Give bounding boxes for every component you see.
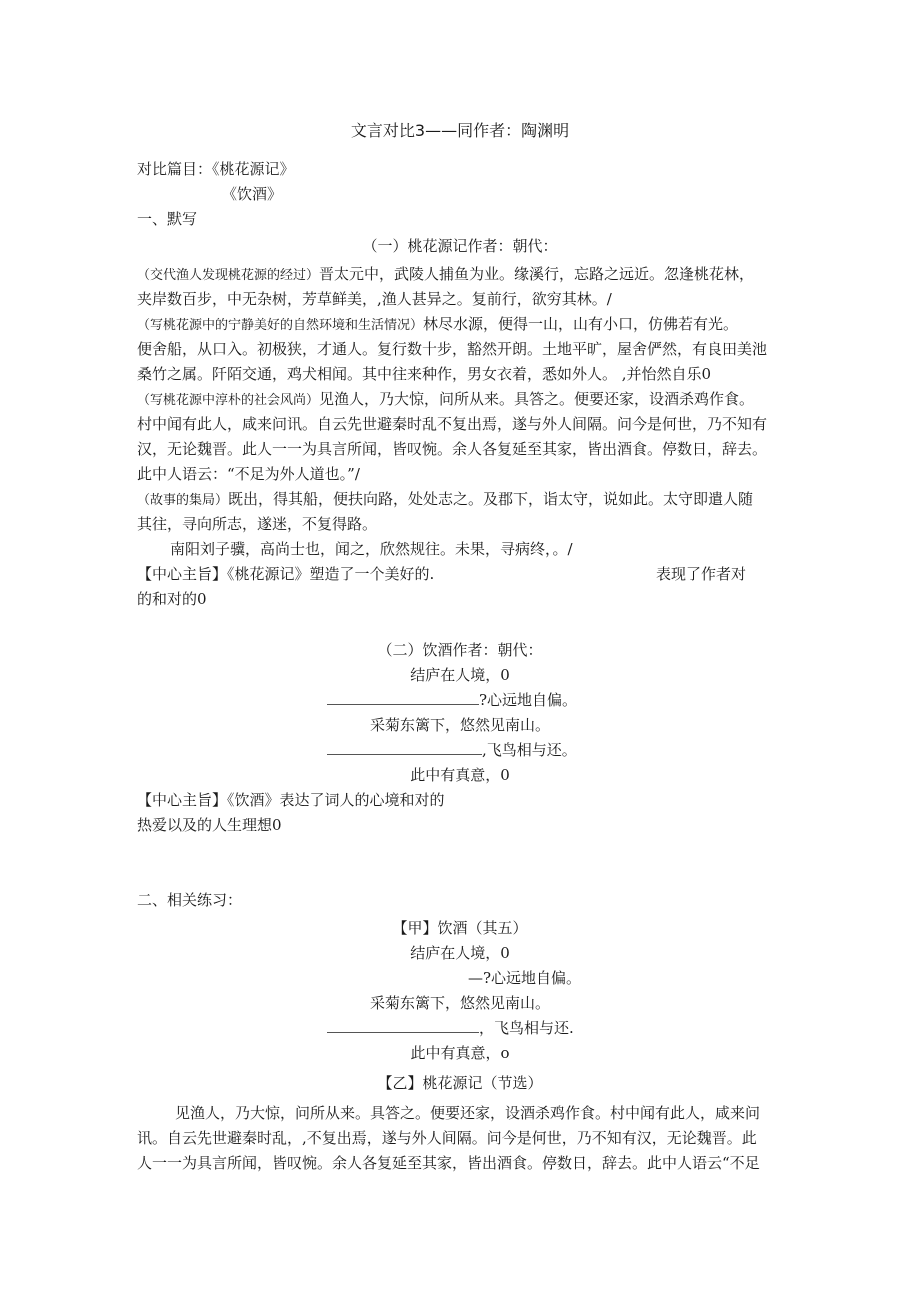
passage1-line-4: 便舍船，从口入。初极狭，才通人。复行数十步，豁然开朗。土地平旷，屋舍俨然，有良田美池: [137, 340, 768, 358]
passage1-line-2: 夹岸数百步，中无杂树，芳草鲜美，,渔人甚异之。复前行，欲穷其林。/: [137, 290, 612, 308]
jia-line-5: 此中有真意，o: [410, 1044, 510, 1062]
passage1-line-9: 此中人语云：“不足为外人道也。”/: [137, 465, 360, 483]
passage1-line-3: [137, 314, 738, 336]
jia-heading: 【甲】饮酒（其五）: [392, 919, 528, 937]
passage1-line-11: 其往，寻向所志，遂迷，不复得路。: [137, 515, 378, 533]
poem-text: ，飞鸟相与还.: [479, 1019, 574, 1037]
theme-1-line-1-end: 表现了作者对: [656, 565, 747, 583]
passage2-heading: （二）饮酒作者：朝代：: [377, 641, 543, 659]
section-heading-2: 二、相关练习：: [137, 891, 243, 909]
passage1-line-6: [137, 389, 754, 411]
yi-line-1: 见渔人，乃大惊，问所从来。具答之。便要还家，设酒杀鸡作食。村中闻有此人，咸来问: [175, 1104, 761, 1122]
theme-1-line-2: 的和对的0: [137, 590, 207, 608]
compare-item-2: 《饮酒》: [222, 185, 283, 203]
page-title: 文言对比3——同作者：陶渊明: [350, 121, 570, 140]
passage-text: 既出，得其船，便扶向路，处处志之。及郡下，诣太守，说如此。太守即遣人随: [228, 490, 754, 508]
answer-blank[interactable]: [327, 690, 479, 705]
section-heading-1: 一、默写: [137, 210, 198, 228]
passage-text: 晋太元中，武陵人捕鱼为业。缘溪行，忘路之远近。忽逢桃花林，: [319, 265, 755, 283]
annotation-note: （交代渔人发现桃花源的经过）: [137, 268, 320, 283]
passage1-heading: （一）桃花源记作者：朝代：: [362, 237, 558, 255]
annotation-note: （写桃花源中的宁静美好的自然环境和生活情况）: [137, 318, 424, 333]
jia-line-4: [327, 1018, 574, 1038]
yi-line-3: 人一一为具言所闻，皆叹惋。余人各复延至其家，皆出酒食。停数日，辞去。此中人语云“不足: [137, 1154, 760, 1172]
yi-heading: 【乙】桃花源记（节选）: [377, 1074, 543, 1092]
theme-2-line-2: 热爱以及的人生理想0: [137, 816, 282, 834]
passage1-line-7: 村中闻有此人，咸来问讯。自云先世避秦时乱不复出焉，遂与外人间隔。问今是何世，乃不知有: [137, 415, 768, 433]
poem-line-2: [327, 690, 577, 710]
answer-blank[interactable]: [327, 1018, 479, 1033]
poem-line-1: 结庐在人境，0: [410, 666, 510, 684]
poem-text: ?心远地自偏。: [479, 691, 578, 709]
poem-line-3: 采菊东篱下，悠然见南山。: [369, 716, 550, 734]
theme-1-line-1: 【中心主旨】《桃花源记》塑造了一个美好的.: [137, 565, 435, 583]
jia-line-3: 采菊东篱下，悠然见南山。: [369, 994, 550, 1012]
answer-blank[interactable]: [327, 740, 482, 755]
passage1-line-8: 汉，无论魏晋。此人一一为具言所闻，皆叹惋。余人各复延至其家，皆出酒食。停数日，辞去。: [137, 440, 768, 458]
passage-text: 林尽水源，便得一山，山有小口，仿佛若有光。: [423, 315, 739, 333]
annotation-note: （故事的集局）: [137, 493, 229, 508]
poem-line-5: 此中有真意，0: [410, 766, 510, 784]
passage1-line-5: 桑竹之属。阡陌交通，鸡犬相闻。其中往来种作，男女衣着，悉如外人。 ,并怡然自乐0: [137, 365, 712, 383]
yi-line-2: 讯。自云先世避秦时乱，,不复出焉，遂与外人间隔。问今是何世，乃不知有汉，无论魏晋。此: [137, 1129, 757, 1147]
passage1-line-12: 南阳刘子骥，高尚士也，闻之，欣然规往。未果，寻病终，。/: [170, 540, 573, 558]
passage1-line-10: [137, 489, 753, 511]
poem-line-4: [327, 740, 577, 760]
poem-text: ,飞鸟相与还。: [482, 741, 577, 759]
compare-label: 对比篇目：《桃花源记》: [137, 160, 295, 178]
jia-line-2: —?心远地自偏。: [468, 969, 582, 987]
theme-2-line-1: 【中心主旨】《饮酒》表达了词人的心境和对的: [137, 791, 445, 809]
passage-text: 见渔人，乃大惊，问所从来。具答之。便要还家，设酒杀鸡作食。: [319, 390, 755, 408]
jia-line-1: 结庐在人境，0: [410, 944, 510, 962]
passage1-line-1: [137, 264, 754, 286]
annotation-note: （写桃花源中淳朴的社会风尚）: [137, 393, 320, 408]
